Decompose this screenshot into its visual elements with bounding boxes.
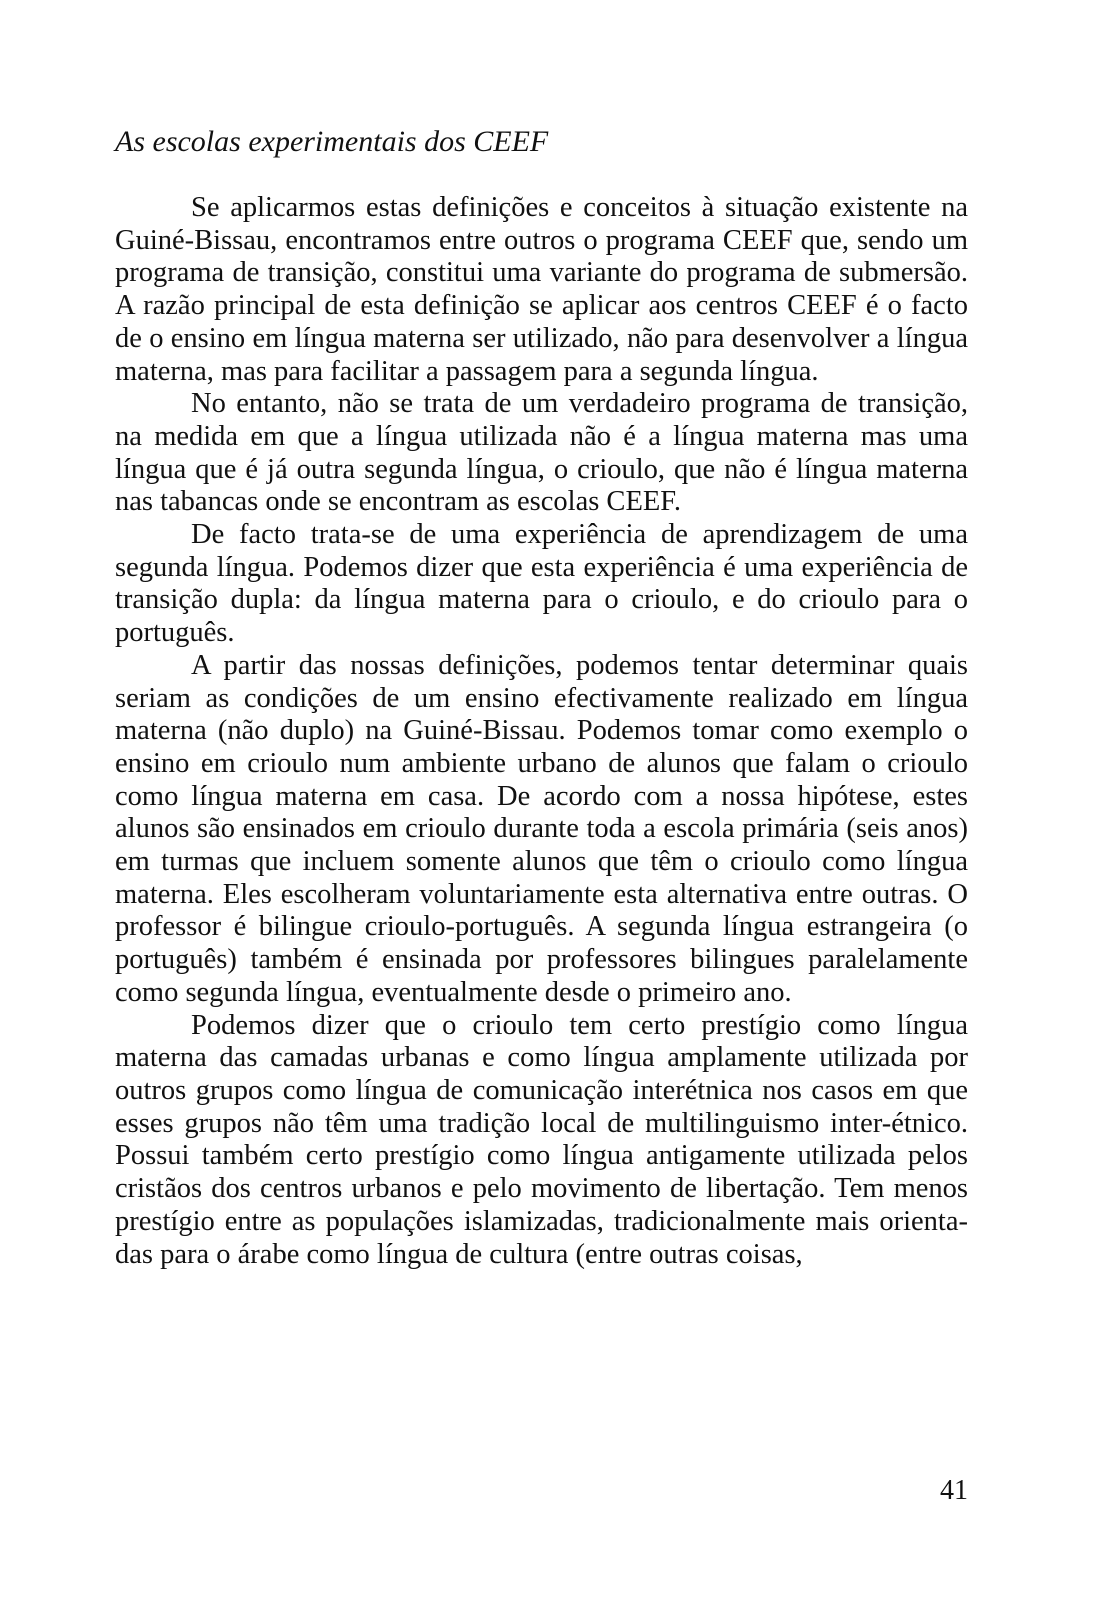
paragraph-5: Podemos dizer que o crioulo tem certo prestígio como língua materna das camadas urbanas e como língua amplamente utilizada por outros grupos como língua de comunicação interétnica nos casos em que esses grupos não têm uma tradição local de multilinguismo inter-étnico. Possui também certo prestígio como língua antigamente utilizada pelos cristãos dos centros urbanos e pelo movimento de libertação. Tem menos prestígio entre as populações islamizadas, tradicionalmente mais orientadas para o árabe como língua de cultura (entre outras coisas,: [115, 1009, 968, 1270]
running-head: As escolas experimentais dos CEEF: [115, 125, 549, 158]
paragraph-2: No entanto, não se trata de um verdadeiro programa de transição, na medida em que a língua utilizada não é a língua materna mas uma língua que é já outra segunda língua, o crioulo, que não é língua materna nas tabancas onde se encontram as escolas CEEF.: [115, 388, 968, 518]
paragraph-3: De facto trata-se de uma experiência de aprendizagem de uma segunda língua. Podemos dizer que esta experiência é uma experiência de transição dupla: da língua materna para o crioulo, e do crioulo para o português.: [115, 519, 968, 649]
body-text: [115, 192, 968, 1271]
paragraph-1: Se aplicarmos estas definições e conceitos à situação existente na Guiné-Bissau, encontramos entre outros o programa CEEF que, sendo um programa de transição, constitui uma variante do programa de submersão. A razão principal de esta definição se aplicar aos centros CEEF é o facto de o ensino em língua materna ser utilizado, não para desenvolver a língua materna, mas para facilitar a passagem para a segunda língua.: [115, 192, 968, 387]
paragraph-4: A partir das nossas definições, podemos tentar determinar quais seriam as condições de um ensino efectivamente realizado em língua materna (não duplo) na Guiné-Bissau. Podemos tomar como exemplo o ensino em crioulo num ambiente urbano de alunos que falam o crioulo como língua materna em casa. De acordo com a nossa hipótese, estes alunos são ensinados em crioulo durante toda a escola primária (seis anos) em turmas que incluem somente alunos que têm o crioulo como língua materna. Eles escolheram voluntariamente esta alternativa entre outras. O professor é bilingue crioulo-português. A segunda língua estrangeira (o português) também é ensinada por professores bilingues paralelamente como segunda língua, eventualmente desde o primeiro ano.: [115, 649, 968, 1008]
page-number: 41: [940, 1475, 968, 1506]
